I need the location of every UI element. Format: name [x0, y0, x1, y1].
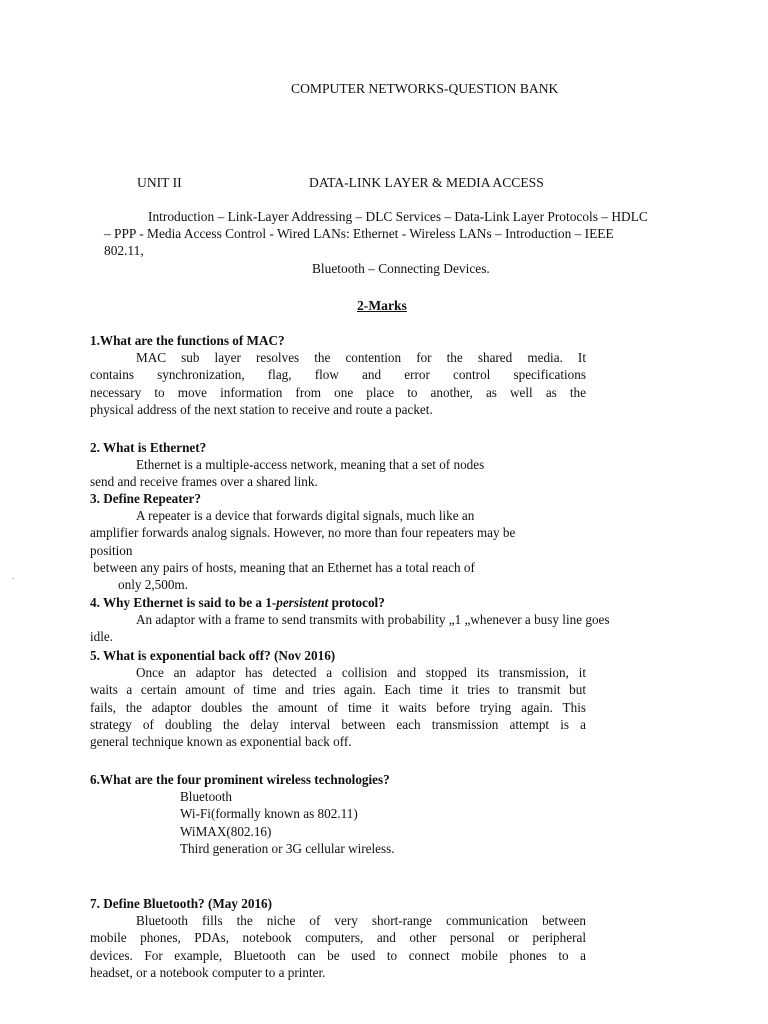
syllabus-line: Introduction – Link-Layer Addressing – DLC Services – Data-Link Layer Protocols – HDLC: [148, 209, 648, 224]
answer-line: strategy of doubling the delay interval between each transmission attempt is a: [90, 716, 586, 732]
answer-line: MAC sub layer resolves the contention for the shared media. It: [136, 350, 586, 366]
question-text: 7. Define Bluetooth? (May 2016): [90, 896, 273, 911]
unit-number: UNIT II: [137, 175, 182, 190]
syllabus-line: – PPP - Media Access Control - Wired LANs: Ethernet - Wireless LANs – Introduction – IEEE: [104, 226, 614, 242]
answer-line: mobile phones, PDAs, notebook computers, and other personal or peripheral: [90, 930, 586, 946]
list-item: Third generation or 3G cellular wireless.: [180, 840, 395, 856]
answer-line: general technique known as exponential back off.: [90, 734, 352, 750]
answer-line: necessary to move information from one place to another, as well as the: [90, 384, 586, 400]
answer-line: contains synchronization, flag, flow and error control specifications: [90, 367, 586, 383]
answer-line: fails, the adaptor doubles the amount of time it waits before trying again. This: [90, 699, 586, 715]
answer-line: only 2,500m.: [118, 577, 188, 593]
syllabus-line: 802.11,: [104, 243, 144, 259]
unit-title: DATA-LINK LAYER & MEDIA ACCESS: [309, 175, 544, 190]
answer-line: Ethernet is a multiple-access network, meaning that a set of nodes: [136, 457, 485, 473]
list-item: Bluetooth: [180, 789, 233, 805]
answer-line: send and receive frames over a shared link.: [90, 474, 318, 490]
question-text: 1.What are the functions of MAC?: [90, 333, 285, 348]
answer-line: idle.: [90, 629, 114, 645]
answer-line: A repeater is a device that forwards digital signals, much like an: [136, 508, 475, 524]
unit-syllabus: [104, 208, 714, 277]
question-5: [90, 647, 586, 750]
syllabus-line: Bluetooth – Connecting Devices.: [312, 260, 490, 276]
answer-line: Bluetooth fills the niche of very short-range communication between: [136, 913, 586, 929]
answer-line: devices. For example, Bluetooth can be used to connect mobile phones to a: [90, 947, 586, 963]
list-item: WiMAX(802.16): [180, 823, 272, 839]
question-text-prefix: 4. Why Ethernet is said to be a 1-: [90, 595, 277, 610]
margin-mark: .: [12, 572, 14, 581]
question-4: [90, 594, 690, 646]
page-title: COMPUTER NETWORKS-QUESTION BANK: [291, 81, 559, 96]
question-text: 3. Define Repeater?: [90, 491, 201, 506]
question-text: 6.What are the four prominent wireless technologies?: [90, 772, 390, 787]
question-3: [90, 490, 586, 593]
answer-line: position: [90, 542, 133, 558]
answer-line: physical address of the next station to receive and route a packet.: [90, 401, 433, 417]
question-text-suffix: protocol?: [328, 595, 385, 610]
answer-line: An adaptor with a frame to send transmits with probability „1 „whenever a busy line goes: [136, 612, 610, 628]
answer-line: headset, or a notebook computer to a printer.: [90, 964, 326, 980]
question-2: [90, 439, 586, 491]
answer-line: Once an adaptor has detected a collision and stopped its transmission, it: [136, 665, 586, 681]
question-text: 5. What is exponential back off? (Nov 2016): [90, 648, 336, 663]
question-text-italic: persistent: [276, 595, 329, 610]
question-7: [90, 895, 586, 981]
question-text: [90, 594, 690, 611]
section-heading: 2-Marks: [357, 298, 407, 313]
list-item: Wi-Fi(formally known as 802.11): [180, 806, 358, 822]
answer-line: waits a certain amount of time and tries again. Each time it tries to transmit but: [90, 682, 586, 698]
answer-line: between any pairs of hosts, meaning that an Ethernet has a total reach of: [90, 559, 475, 575]
question-text: 2. What is Ethernet?: [90, 440, 207, 455]
answer-line: amplifier forwards analog signals. However, no more than four repeaters may be: [90, 525, 516, 541]
question-1: [90, 332, 586, 418]
question-6: [90, 771, 586, 857]
